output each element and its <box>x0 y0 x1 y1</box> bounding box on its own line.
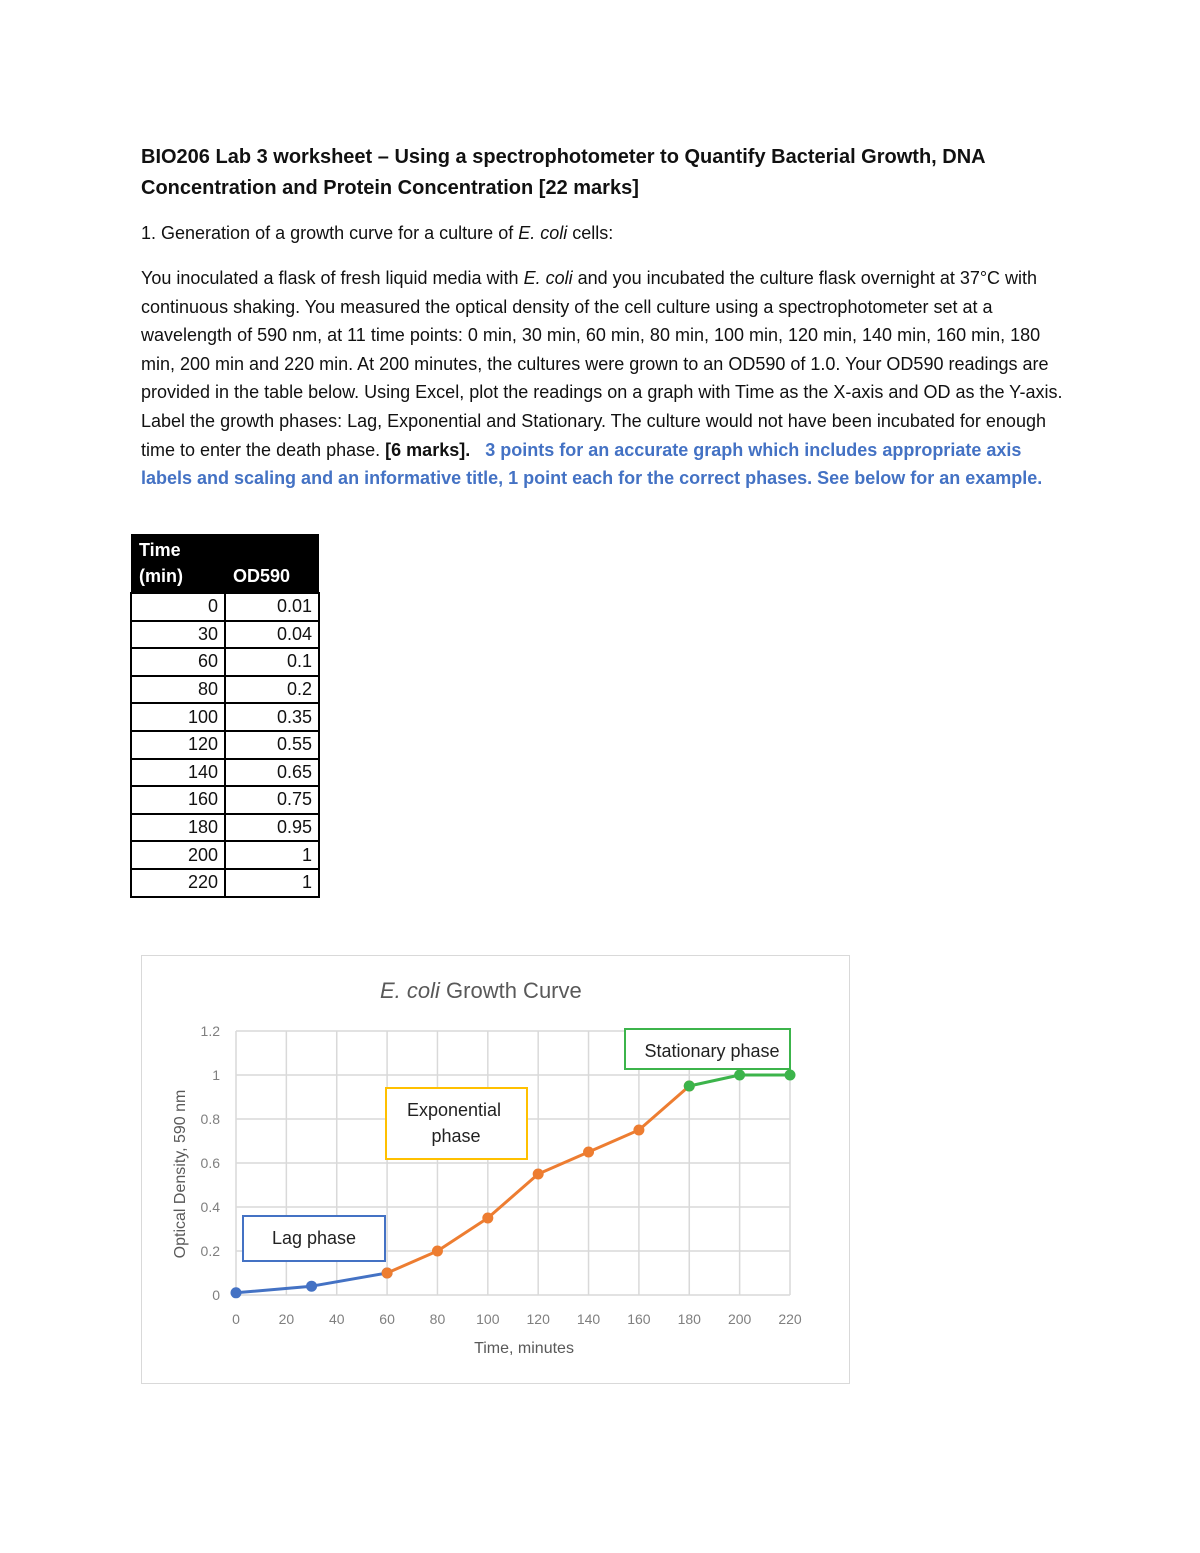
table-row <box>131 593 319 621</box>
header-od590: OD590 <box>225 534 319 593</box>
od-cell: 0.35 <box>225 703 319 731</box>
chart-title <box>380 978 582 1003</box>
question-1 <box>141 220 1061 246</box>
question-species: E. coli <box>518 223 568 243</box>
x-tick-label: 0 <box>232 1311 240 1327</box>
y-tick-labels <box>201 1023 221 1303</box>
data-point <box>307 1281 317 1291</box>
instructions-part-2: and you incubated the culture flask overnight at 37°C with continuous shaking. You measured the optical density of the cell culture using a spectrophotometer set at a wavelength of 590 nm, at 11 time points: 0 min, 30 min, 60 min, 80 min, 100 min, 120 min, 140 min, 160 min, 180 min, 200 min and 220 min. At 200 minutes, the cultures were grown to an OD590 of 1.0. Your OD590 readings are provided in the table below. Using Excel, plot the readings on a graph with Time as the X-axis and OD as the Y-axis. Label the growth phases: Lag, Exponential and Stationary. The culture would not have been incubated for enough time to enter the death phase. <box>141 268 1063 460</box>
table-row <box>131 676 319 704</box>
x-axis-label: Time, minutes <box>474 1340 574 1357</box>
table-row <box>131 869 319 897</box>
growth-curve-chart <box>141 955 850 1384</box>
table-row <box>131 786 319 814</box>
time-cell: 0 <box>131 593 225 621</box>
y-axis-label: Optical Density, 590 nm <box>172 1089 189 1259</box>
lag-phase-label: Lag phase <box>271 1228 357 1248</box>
worksheet-heading: BIO206 Lab 3 worksheet – Using a spectrophotometer to Quantify Bacterial Growth, DNA Concentration and Protein Concentration [22 marks] <box>141 146 985 199</box>
table-row <box>131 731 319 759</box>
x-tick-labels <box>232 1311 802 1327</box>
chart-title-rest: Growth Curve <box>439 978 582 1003</box>
x-tick-label: 40 <box>328 1311 345 1327</box>
stationary-phase-label: Stationary phase <box>644 1041 780 1061</box>
time-cell: 60 <box>131 648 225 676</box>
y-tick-label: 1 <box>212 1067 220 1083</box>
table-row <box>131 814 319 842</box>
exponential-phase-label-line1: Exponential <box>406 1100 502 1120</box>
x-tick-label: 180 <box>677 1311 701 1327</box>
od-cell: 0.2 <box>225 676 319 704</box>
data-point <box>231 1288 241 1298</box>
table-header-row <box>131 534 319 593</box>
data-point <box>634 1125 644 1135</box>
instructions-part-1: You inoculated a flask of fresh liquid media with <box>141 268 524 288</box>
x-tick-label: 160 <box>627 1311 651 1327</box>
table-row <box>131 703 319 731</box>
exponential-phase-box <box>386 1088 527 1159</box>
x-tick-label: 140 <box>576 1311 601 1327</box>
time-cell: 80 <box>131 676 225 704</box>
y-tick-label: 1.2 <box>200 1023 220 1039</box>
x-tick-label: 80 <box>429 1311 446 1327</box>
chart-title-species: E. coli <box>380 978 440 1003</box>
question-suffix: cells: <box>567 223 614 243</box>
od-cell: 0.75 <box>225 786 319 814</box>
y-tick-label: 0 <box>212 1287 220 1303</box>
marking-note: 3 points for an accurate graph which includes appropriate axis labels and scaling and an informative title, 1 point each for the correct phases. See below for an example. <box>141 439 1043 489</box>
data-point <box>533 1169 543 1179</box>
time-cell: 200 <box>131 841 225 869</box>
instructions-paragraph <box>141 264 1066 493</box>
y-tick-label: 0.2 <box>200 1243 220 1259</box>
question-prefix: 1. Generation of a growth curve for a culture of <box>141 223 519 243</box>
table-row <box>131 648 319 676</box>
x-tick-label: 100 <box>476 1311 500 1327</box>
y-tick-label: 0.6 <box>200 1155 220 1171</box>
od-cell: 0.04 <box>225 621 319 649</box>
data-point <box>684 1081 694 1091</box>
od-cell: 0.01 <box>225 593 319 621</box>
table-row <box>131 621 319 649</box>
od-cell: 1 <box>225 869 319 897</box>
x-tick-label: 20 <box>278 1311 295 1327</box>
od-readings-table <box>130 534 320 898</box>
x-tick-label: 120 <box>526 1311 550 1327</box>
time-cell: 220 <box>131 869 225 897</box>
time-cell: 160 <box>131 786 225 814</box>
chart-svg <box>142 956 849 1383</box>
data-point <box>584 1147 594 1157</box>
x-tick-label: 220 <box>778 1311 802 1327</box>
x-tick-label: 60 <box>379 1311 395 1327</box>
time-cell: 120 <box>131 731 225 759</box>
od-cell: 0.95 <box>225 814 319 842</box>
data-point <box>735 1070 745 1080</box>
exponential-phase-label-line2: phase <box>431 1126 481 1146</box>
y-tick-label: 0.4 <box>200 1199 220 1215</box>
data-point <box>785 1070 795 1080</box>
time-cell: 30 <box>131 621 225 649</box>
instructions-species: E. coli <box>523 268 573 288</box>
header-time: Time (min) <box>131 534 225 593</box>
od-cell: 1 <box>225 841 319 869</box>
table-row <box>131 759 319 787</box>
od-cell: 0.65 <box>225 759 319 787</box>
y-tick-label: 0.8 <box>200 1111 220 1127</box>
data-point <box>432 1246 442 1256</box>
time-cell: 180 <box>131 814 225 842</box>
time-cell: 100 <box>131 703 225 731</box>
table-row <box>131 841 319 869</box>
time-cell: 140 <box>131 759 225 787</box>
data-point <box>483 1213 493 1223</box>
x-tick-label: 200 <box>727 1311 752 1327</box>
instructions-marks: [6 marks]. <box>385 439 471 460</box>
od-cell: 0.55 <box>225 731 319 759</box>
data-point <box>382 1268 392 1278</box>
od-cell: 0.1 <box>225 648 319 676</box>
